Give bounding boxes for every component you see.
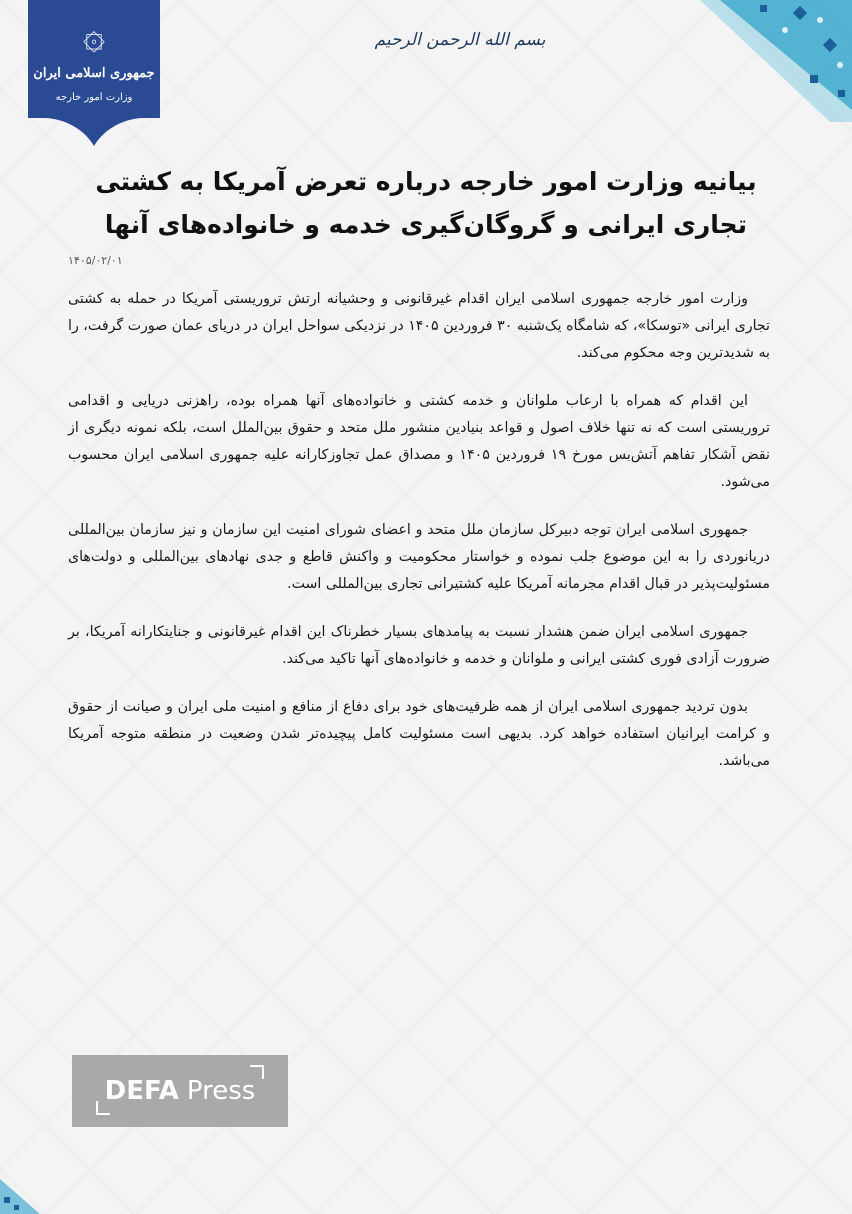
- watermark-brand-bold: DEFA: [104, 1076, 179, 1106]
- iran-emblem-icon: ۞: [82, 13, 106, 57]
- watermark-brand-light: Press: [186, 1076, 256, 1106]
- paragraph: بدون تردید جمهوری اسلامی ایران از همه ظرفیت‌های خود برای دفاع از منافع و امنیت ملی ایران و صیانت از حقوق و کرامت ایرانیان استفاده خواهد کرد. بدیهی است مسئولیت کامل پیچیده‌تر شدن وضعیت در منطقه متوجه آمریکا می‌باشد.: [68, 699, 770, 769]
- paragraph: جمهوری اسلامی ایران توجه دبیرکل سازمان ملل متحد و اعضای شورای امنیت این سازمان و نیز سازمان بین‌المللی دریانوردی را به این موضوع جلب نموده و خواستار محکومیت و واکنش قاطع و جدی نهادهای بین‌المللی و دولت‌های مسئولیت‌پذیر در قبال اقدام مجرمانه آمریکا علیه کشتیرانی تجاری بین‌المللی است.: [68, 522, 770, 592]
- corner-bracket-icon: [96, 1101, 110, 1115]
- paragraph: جمهوری اسلامی ایران ضمن هشدار نسبت به پیامدهای بسیار خطرناک این اقدام غیرقانونی و جنایتکارانه آمریکا، بر ضرورت آزادی فوری کشتی ایرانی و ملوانان و خدمه و خانواده‌های آنها تاکید می‌کند.: [68, 624, 770, 667]
- ministry-logo: [28, 0, 160, 146]
- statement-title: بیانیه وزارت امور خارجه درباره تعرض آمریکا به کشتی تجاری ایرانی و گروگان‌گیری خدمه و خانواده‌های آنها: [95, 167, 757, 239]
- bismillah: بسم الله الرحمن الرحیم: [374, 30, 546, 50]
- corner-pattern-bottom-left: [0, 1169, 40, 1214]
- paragraph: این اقدام که همراه با ارعاب ملوانان و خدمه کشتی و خانواده‌های آنها همراه بوده، راهزنی دریایی و اقدامی تروریستی است که نه تنها خلاف اصول و قواعد بنیادین منشور ملل متحد و حقوق بین‌الملل است، بلکه نمونه دیگری از نقض آشکار تفاهم آتش‌بس مورخ ۱۹ فروردین ۱۴۰۵ و مصداق عمل تجاوزکارانه علیه جمهوری اسلامی ایران محسوب می‌شود.: [68, 393, 770, 490]
- defa-press-watermark: [72, 1055, 288, 1127]
- paragraph: وزارت امور خارجه جمهوری اسلامی ایران اقدام غیرقانونی و وحشیانه ارتش تروریستی آمریکا در حمله به کشتی تجاری ایرانی «توسکا»، که شامگاه یک‌شنبه ۳۰ فروردین ۱۴۰۵ در نزدیکی سواحل ایران در دریای عمان صورت گرفت، را به شدیدترین وجه محکوم می‌کند.: [68, 291, 770, 361]
- statement-body: [68, 286, 770, 796]
- corner-bracket-icon: [250, 1065, 264, 1079]
- corner-pattern-top-right: [700, 0, 852, 122]
- logo-line2: وزارت امور خارجه: [55, 92, 133, 103]
- statement-date: ۱۴۰۵/۰۲/۰۱: [68, 254, 123, 267]
- logo-line1: جمهوری اسلامی ایران: [33, 66, 155, 81]
